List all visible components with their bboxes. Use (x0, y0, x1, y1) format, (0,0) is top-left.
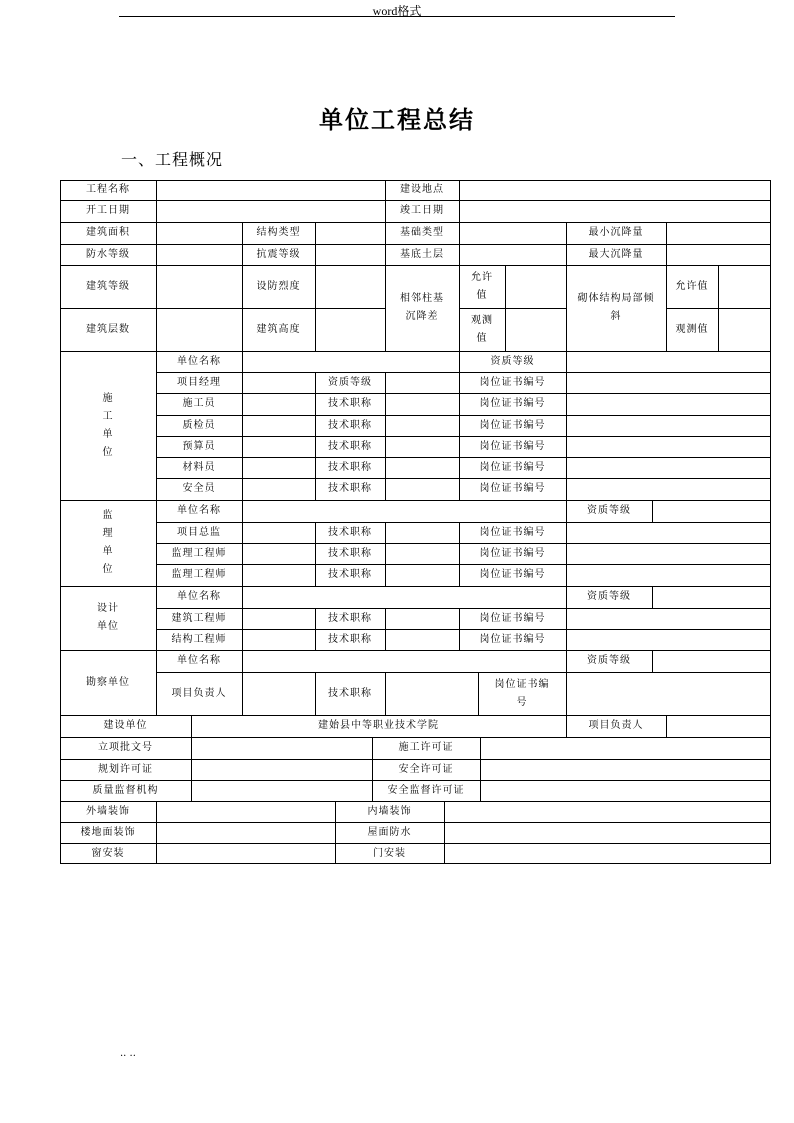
label-jszc: 技术职称 (328, 398, 372, 409)
label-xmfzr: 项目负责人 (588, 720, 644, 731)
label-jszc: 技术职称 (328, 569, 372, 580)
label-jszc: 技术职称 (328, 633, 372, 645)
label-caz: 窗安装 (91, 847, 125, 859)
label-gwzsbh: 岗位证书编号 (479, 526, 546, 538)
label-jszc: 技术职称 (328, 483, 372, 494)
label-gcmc: 工程名称 (86, 184, 130, 195)
label-jszc: 技术职称 (328, 526, 372, 538)
label-gwzsbh: 岗位证书编号 (479, 440, 546, 452)
label-yxz: 允许 值 (471, 271, 493, 301)
label-aqjdxkz: 安全监督许可证 (387, 784, 465, 796)
label-ysy: 预算员 (182, 440, 216, 452)
document-title: 单位工程总结 (319, 105, 475, 134)
label-gwzsbh2: 岗位证书编 号 (494, 678, 550, 708)
label-lxpwh: 立项批文号 (98, 742, 153, 753)
label-cly: 材料员 (182, 461, 216, 473)
label-zzdj: 资质等级 (587, 505, 631, 516)
label-aqy: 安全员 (182, 483, 216, 494)
page-header: word格式 (372, 4, 422, 18)
label-jzgcs: 建筑工程师 (171, 612, 227, 624)
label-jlgcs: 监理工程师 (171, 569, 227, 580)
label-ghxkz: 规划许可证 (98, 763, 153, 775)
label-sgdw: 施 工 单 位 (102, 392, 114, 458)
label-jglx: 结构类型 (256, 227, 301, 238)
label-qtjg: 砌体结构局部倾 斜 (577, 293, 655, 322)
label-xmfzr: 项目负责人 (171, 687, 227, 699)
label-zjy: 质检员 (182, 419, 216, 431)
label-jszc: 技术职称 (328, 612, 372, 624)
label-jzgd: 建筑高度 (256, 323, 301, 335)
label-gwzsbh: 岗位证书编号 (479, 547, 546, 559)
label-sjdw: 设计 单位 (97, 603, 119, 632)
label-jsdw: 建设单位 (103, 720, 148, 731)
label-jszc: 技术职称 (328, 687, 372, 699)
label-gwzsbh: 岗位证书编号 (479, 398, 546, 409)
label-wqzs: 外墙装饰 (86, 805, 130, 817)
label-jldw: 监 理 单 位 (102, 510, 114, 575)
label-zzdj: 资质等级 (490, 355, 535, 367)
label-jdtc: 基底土层 (400, 248, 444, 260)
label-jszc: 技术职称 (328, 419, 372, 431)
label-maz: 门安装 (373, 847, 406, 859)
label-fsdj: 防水等级 (86, 248, 130, 260)
label-zdcjl: 最大沉降量 (588, 248, 644, 260)
label-yxz2: 允许值 (675, 280, 709, 292)
label-gwzsbh: 岗位证书编号 (479, 483, 546, 494)
label-aqxkz: 安全许可证 (398, 763, 454, 775)
label-sgy: 施工员 (182, 398, 216, 409)
header-rule (119, 16, 675, 17)
label-jzmj: 建筑面积 (86, 227, 130, 238)
label-zzdj: 资质等级 (587, 591, 631, 602)
label-gwzsbh: 岗位证书编号 (479, 633, 546, 645)
label-zxcjl: 最小沉降量 (588, 227, 644, 238)
label-kzdj: 抗震等级 (256, 248, 301, 260)
label-gwzsbh: 岗位证书编号 (479, 612, 546, 624)
section-heading: 一、工程概况 (121, 150, 224, 169)
label-lmzs: 楼地面装饰 (80, 826, 136, 838)
label-jggcs: 结构工程师 (171, 633, 227, 645)
label-nqzs: 内墙装饰 (367, 805, 412, 817)
label-jzdj: 建筑等级 (86, 280, 130, 292)
label-dwmc: 单位名称 (177, 591, 221, 602)
label-jsdd: 建设地点 (400, 184, 444, 195)
label-gcz2: 观测值 (675, 323, 709, 335)
footer-mark: .. .. (120, 1048, 136, 1059)
label-zljdjg: 质量监督机构 (92, 784, 159, 796)
label-dwmc: 单位名称 (177, 655, 221, 666)
label-gwzsbh: 岗位证书编号 (479, 419, 546, 431)
label-wmfs: 屋面防水 (367, 826, 412, 838)
label-zzdj: 资质等级 (587, 655, 631, 666)
label-gwzsbh: 岗位证书编号 (479, 569, 546, 580)
label-jgrq: 竣工日期 (400, 205, 444, 216)
label-gwzsbh: 岗位证书编号 (479, 461, 546, 473)
label-kgrq: 开工日期 (86, 205, 130, 216)
label-jszc: 技术职称 (328, 440, 372, 452)
label-gcz: 观测 值 (471, 314, 493, 344)
label-sgxkz: 施工许可证 (398, 742, 454, 753)
label-sfld: 设防烈度 (256, 280, 301, 292)
label-kcdw: 勘察单位 (86, 676, 130, 688)
label-jclx: 基础类型 (400, 227, 444, 238)
label-jzcs: 建筑层数 (86, 323, 130, 335)
project-overview-table (60, 180, 771, 864)
label-zzdj: 资质等级 (328, 376, 372, 388)
label-jszc: 技术职称 (328, 461, 372, 473)
label-xmzj: 项目总监 (177, 526, 221, 538)
label-jszc: 技术职称 (328, 547, 372, 559)
label-dwmc: 单位名称 (177, 355, 221, 367)
label-gwzsbh: 岗位证书编号 (479, 376, 546, 388)
label-dwmc: 单位名称 (177, 505, 221, 516)
label-jsdw_val: 建始县中等职业技术学院 (318, 720, 439, 731)
label-jlgcs: 监理工程师 (171, 547, 227, 559)
label-xblj: 相邻柱基 沉降差 (400, 293, 444, 322)
label-xmjl: 项目经理 (177, 376, 221, 388)
